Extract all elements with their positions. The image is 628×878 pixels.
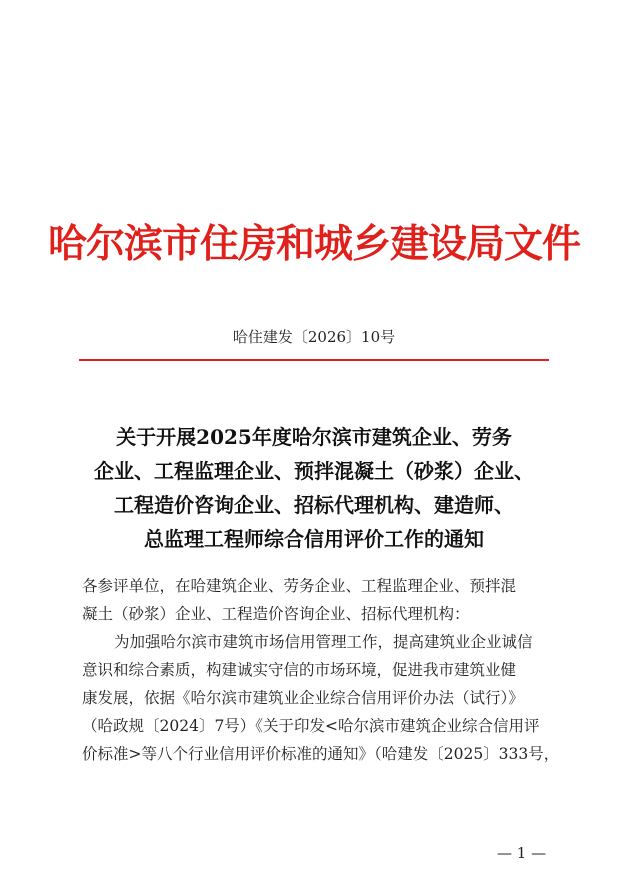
notice-title (60, 420, 568, 556)
title-line: 总监理工程师综合信用评价工作的通知 (144, 527, 484, 551)
body-line: （哈政规〔2024〕7号）《关于印发<哈尔滨市建筑企业综合信用评 (82, 717, 540, 735)
salutation-line: 各参评单位，在哈建筑企业、劳务企业、工程监理企业、预拌混 (82, 577, 517, 595)
page-number: — 1 — (497, 844, 547, 862)
title-line: 企业、工程监理企业、预拌混凝土（砂浆）企业、 (94, 459, 534, 483)
body-line: 为加强哈尔滨市建筑市场信用管理工作，提高建筑业企业诚信 (114, 633, 533, 651)
salutation-line: 凝土（砂浆）企业、工程造价咨询企业、招标代理机构： (82, 605, 470, 623)
title-line: 工程造价咨询企业、招标代理机构、建造师、 (114, 493, 514, 517)
salutation (82, 572, 552, 628)
title-line: 关于开展2025年度哈尔滨市建筑企业、劳务 (116, 425, 512, 449)
body-paragraph (82, 628, 560, 768)
body-line: 意识和综合素质，构建诚实守信的市场环境，促进我市建筑业健 (82, 661, 517, 679)
red-divider-line (79, 359, 549, 361)
body-line: 价标准>等八个行业信用评价标准的通知》（哈建发〔2025〕333号， (82, 745, 560, 763)
issuer-title: 哈尔滨市住房和城乡建设局文件 (47, 222, 580, 267)
document-number: 哈住建发〔2026〕10号 (232, 328, 396, 346)
body-line: 康发展，依据《哈尔滨市建筑业企业综合信用评价办法（试行）》 (82, 689, 524, 707)
